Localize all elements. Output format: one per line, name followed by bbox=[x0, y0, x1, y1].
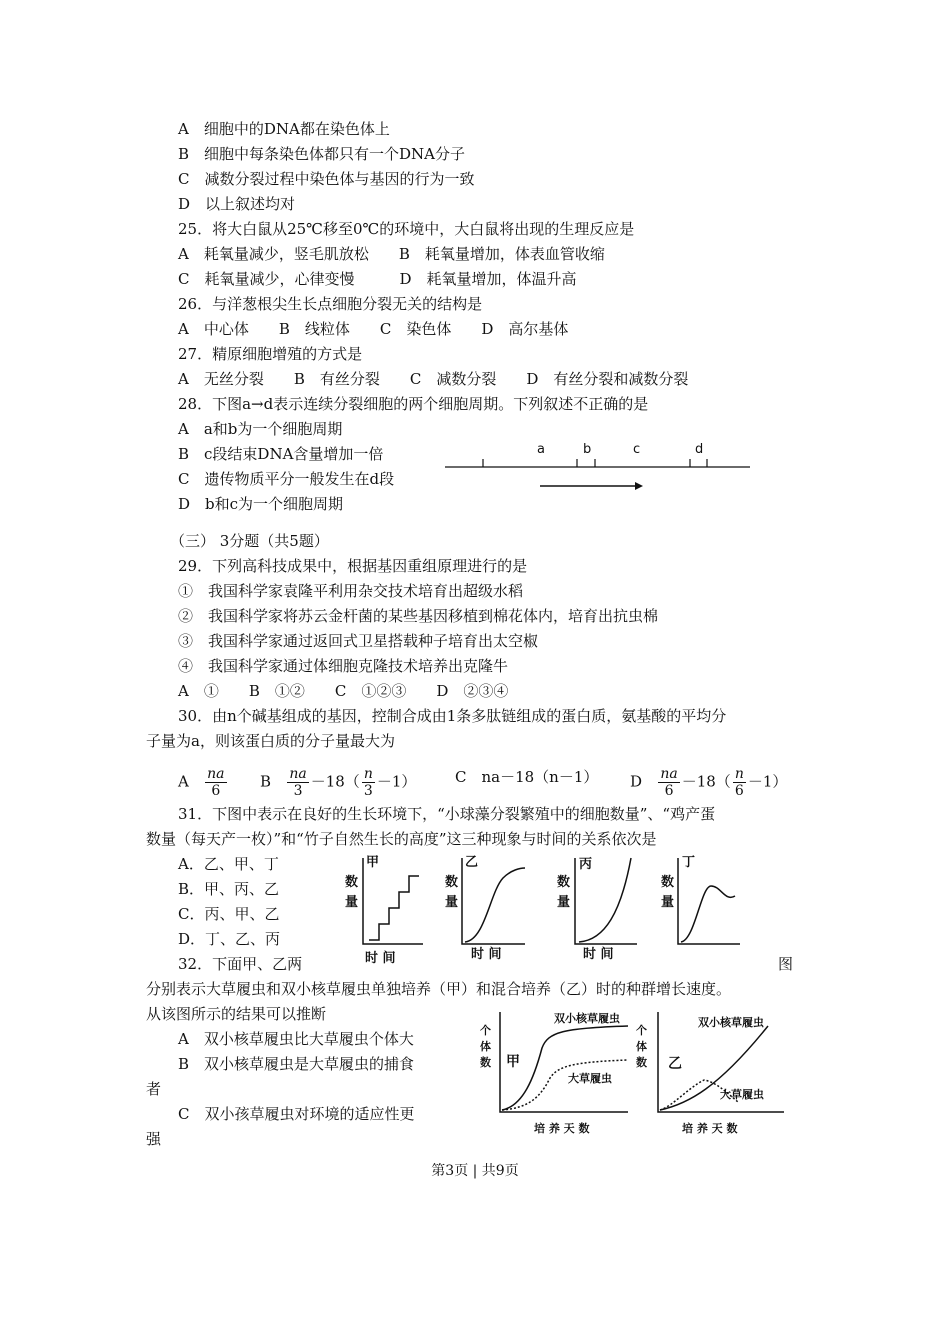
segment-label-b: b bbox=[583, 442, 592, 457]
option-letter: D bbox=[630, 772, 643, 791]
graph-yi-s-curve bbox=[465, 868, 525, 942]
q30-option-c: C na－18（n－1） bbox=[455, 768, 599, 786]
legend-small-nucleus: 双小核草履虫 bbox=[554, 1012, 620, 1025]
q31-growth-graphs bbox=[325, 852, 765, 970]
q24-option-d: D 以上叙述均对 bbox=[178, 195, 296, 213]
q32-option-a: A 双小核草履虫比大草履虫个体大 bbox=[178, 1030, 414, 1048]
q29-options: A ① B ①② C ①②③ D ②③④ bbox=[178, 682, 509, 700]
graph-jia-step-curve bbox=[369, 876, 419, 940]
x-label: 时 间 bbox=[471, 947, 502, 962]
legend-small-nucleus: 双小核草履虫 bbox=[698, 1016, 764, 1029]
q29-item-3: ③ 我国科学家通过返回式卫星搭载种子培育出太空椒 bbox=[178, 632, 539, 650]
graph-label-bing: 丙 bbox=[579, 857, 593, 872]
q31-option-b: B．甲、丙、乙 bbox=[178, 880, 280, 898]
segment-label-c: c bbox=[633, 442, 641, 457]
graph-label-ding: 丁 bbox=[682, 855, 696, 870]
panel-label-jia: 甲 bbox=[506, 1054, 520, 1070]
y-label-3: 数 bbox=[480, 1056, 491, 1069]
direction-arrow-head bbox=[635, 482, 643, 490]
q25-options-ab: A 耗氧量减少，竖毛肌放松 B 耗氧量增加，体表血管收缩 bbox=[178, 245, 605, 263]
q28-option-d: D b和c为一个细胞周期 bbox=[178, 495, 344, 513]
q27-options: A 无丝分裂 B 有丝分裂 C 减数分裂 D 有丝分裂和减数分裂 bbox=[178, 370, 689, 388]
q32-stem-line1-end: 图 bbox=[778, 955, 794, 973]
graph-ding-peak-curve bbox=[681, 886, 735, 942]
q28-option-c: C 遗传物质平分一般发生在d段 bbox=[178, 470, 395, 488]
section-three-heading: （三） 3分题（共5题） bbox=[170, 532, 329, 550]
legend-large: 大草履虫 bbox=[720, 1088, 764, 1101]
q30-stem-line1: 30．由n个碱基组成的基因，控制合成由1条多肽链组成的蛋白质，氨基酸的平均分 bbox=[178, 707, 727, 725]
fraction-na-over-6: $\frac{na}{6}$ bbox=[207, 766, 225, 799]
q28-stem: 28．下图a→d表示连续分裂细胞的两个细胞周期。下列叙述不正确的是 bbox=[178, 395, 649, 413]
q31-stem-line1: 31．下图中表示在良好的生长环境下，“小球藻分裂繁殖中的细胞数量”、“鸡产蛋 bbox=[178, 805, 716, 823]
y-label-2: 量 bbox=[345, 895, 359, 910]
y-label-1: 数 bbox=[445, 875, 459, 890]
option-letter: A bbox=[178, 772, 189, 791]
y-label-1: 数 bbox=[661, 875, 675, 890]
y-label-1: 数 bbox=[557, 875, 571, 890]
q28-option-a: A a和b为一个细胞周期 bbox=[178, 420, 343, 438]
q29-stem: 29．下列高科技成果中，根据基因重组原理进行的是 bbox=[178, 557, 528, 575]
y-label-2: 体 bbox=[636, 1040, 647, 1053]
q24-option-a: A 细胞中的DNA都在染色体上 bbox=[178, 120, 390, 138]
graph-label-yi: 乙 bbox=[465, 855, 479, 870]
fraction-na-over-6: $\frac{na}{6}$ bbox=[660, 766, 678, 799]
fraction-n-over-6: $\frac{n}{6}$ bbox=[734, 766, 744, 799]
q25-stem: 25．将大白鼠从25℃移至0℃的环境中，大白鼠将出现的生理反应是 bbox=[178, 220, 635, 238]
q32-option-b: B 双小核草履虫是大草履虫的捕食 bbox=[178, 1055, 415, 1073]
graph-ding-axes bbox=[678, 858, 740, 944]
y-label-2: 量 bbox=[661, 895, 675, 910]
y-label-3: 数 bbox=[636, 1056, 647, 1069]
q32-paramecium-graphs bbox=[468, 1008, 788, 1140]
curve-small-nucleus-jia bbox=[502, 1026, 628, 1110]
panel-label-yi: 乙 bbox=[668, 1056, 682, 1072]
q28-cell-cycle-figure bbox=[445, 435, 755, 495]
q30-option-a bbox=[178, 766, 229, 799]
q30-option-b: B $\frac{na}{3}$ －18（ $\frac{n}{3}$ －1） bbox=[260, 766, 417, 799]
x-label: 培 养 天 数 bbox=[682, 1122, 738, 1135]
q31-option-d: D．丁、乙、丙 bbox=[178, 930, 281, 948]
y-label-2: 量 bbox=[557, 895, 571, 910]
q26-stem: 26．与洋葱根尖生长点细胞分裂无关的结构是 bbox=[178, 295, 483, 313]
q32-stem-line3: 从该图所示的结果可以推断 bbox=[146, 1005, 327, 1023]
page-footer: 第3页 | 共9页 bbox=[431, 1163, 519, 1179]
q29-item-4: ④ 我国科学家通过体细胞克隆技术培养出克隆牛 bbox=[178, 657, 509, 675]
x-label: 培 养 天 数 bbox=[534, 1122, 590, 1135]
y-label-1: 数 bbox=[345, 875, 359, 890]
y-label-2: 体 bbox=[480, 1040, 491, 1053]
q29-item-1: ① 我国科学家袁隆平利用杂交技术培育出超级水稻 bbox=[178, 582, 524, 600]
q30-option-d: D $\frac{na}{6}$ －18（ $\frac{n}{6}$ －1） bbox=[630, 766, 788, 799]
q32-stem-line1: 32．下面甲、乙两 bbox=[178, 955, 303, 973]
graph-yi-axes bbox=[462, 858, 525, 944]
q30-stem-line2: 子量为a，则该蛋白质的分子量最大为 bbox=[146, 732, 395, 750]
graph-jia-axes bbox=[363, 858, 423, 944]
x-label: 时 间 bbox=[583, 947, 614, 962]
q25-options-cd: C 耗氧量减少，心律变慢 D 耗氧量增加，体温升高 bbox=[178, 270, 577, 288]
q26-options: A 中心体 B 线粒体 C 染色体 D 高尔基体 bbox=[178, 320, 569, 338]
segment-label-d: d bbox=[695, 442, 704, 457]
q31-option-c: C．丙、甲、乙 bbox=[178, 905, 280, 923]
segment-label-a: a bbox=[537, 442, 545, 457]
q31-option-a: A．乙、甲、丁 bbox=[178, 855, 279, 873]
fraction-n-over-3: $\frac{n}{3}$ bbox=[363, 766, 373, 799]
graph-label-jia: 甲 bbox=[366, 855, 380, 870]
curve-large-jia bbox=[502, 1060, 628, 1110]
q24-option-b: B 细胞中每条染色体都只有一个DNA分子 bbox=[178, 145, 466, 163]
q29-item-2: ② 我国科学家将苏云金杆菌的某些基因移植到棉花体内，培育出抗虫棉 bbox=[178, 607, 659, 625]
q24-option-c: C 减数分裂过程中染色体与基因的行为一致 bbox=[178, 170, 475, 188]
y-label-2: 量 bbox=[445, 895, 459, 910]
q32-option-b-cont: 者 bbox=[146, 1080, 162, 1098]
q32-option-c: C 双小孩草履虫对环境的适应性更 bbox=[178, 1105, 415, 1123]
x-label: 时 间 bbox=[365, 951, 396, 966]
q32-stem-line2: 分别表示大草履虫和双小核草履虫单独培养（甲）和混合培养（乙）时的种群增长速度。 bbox=[146, 980, 732, 998]
fraction-na-over-3: $\frac{na}{3}$ bbox=[289, 766, 307, 799]
q32-option-c-cont: 强 bbox=[146, 1130, 162, 1148]
q31-stem-line2: 数量（每天产一枚）”和“竹子自然生长的高度”这三种现象与时间的关系依次是 bbox=[146, 830, 657, 848]
y-label-1: 个 bbox=[636, 1024, 647, 1037]
q28-option-b: B c段结束DNA含量增加一倍 bbox=[178, 445, 384, 463]
option-letter: B bbox=[260, 772, 272, 791]
legend-large: 大草履虫 bbox=[568, 1072, 612, 1085]
q27-stem: 27．精原细胞增殖的方式是 bbox=[178, 345, 363, 363]
y-label-1: 个 bbox=[480, 1024, 491, 1037]
